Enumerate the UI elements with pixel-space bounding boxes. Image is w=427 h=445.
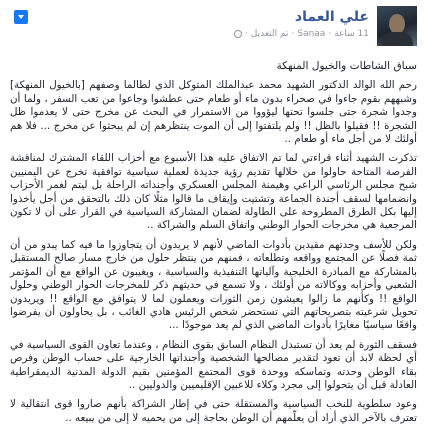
author-name[interactable]: علي العماد — [294, 9, 369, 25]
post-location[interactable]: Sanaa — [297, 29, 326, 39]
post-time[interactable]: 11 ساعة — [334, 29, 369, 39]
post-options-chevron-icon[interactable] — [14, 10, 28, 24]
avatar-body — [381, 32, 413, 46]
post-subline — [234, 29, 369, 39]
post-header — [10, 6, 417, 52]
separator-dot: · — [244, 29, 248, 39]
post-paragraph: رحم الله الوالد الدكتور الشهيد محمد عبدالملك المتوكل الذي لطالما وصفهم [بالخيول المنهكة] وشبههم بقوم جاءوا في صحراء بدون ماء أو طعام حتى عطشوا وجاعوا من تعب السفر ، ولما أن وجدوا شجرة حتى جلسوا تحتها ليؤووا من الاستمرار في البحث عن مخرج حتى لا يعدموا ظل الشجرة !! فقيلوا بالظل !! ولم يلتفتوا إلى أن الموت ينتظرهم إن لم يبحثوا عن مخرج ... فلا هم أولئك لا من أجل ماء أو طعام .. — [10, 79, 417, 146]
edited-label[interactable]: تم التعديل — [250, 29, 289, 39]
post-paragraph: فسقف الثورة لم يعد أن تستبدل النظام السابق بقوى النظام ، وعندما تعاون القوى السياسية في أي لحظة لابد أن تعود لتقدير مصالحها الشخصية وأجنداتها الخارجية على حساب الوطن وفرص بقاء الوطن وحدته وتماسكه ووحدة قوى المجتمع المؤمنين بقيم الدولة المدنية الديمقراطية العادلة قبل أن يتحولوا إلى مجرد وكلاء للاعبين الإقليميين والدوليين .. — [10, 338, 417, 391]
post-title: سباق الشاطات والخيول المنهكة — [276, 60, 417, 72]
post-paragraph: تذكرت الشهيد أثناء قراءتي لما تم الاتفاق عليه هذا الأسبوع مع أحزاب اللقاء المشترك لمناقشة الفرصة المتاحة حاولوا من خلالها تقديم رؤية جديدة لعملية سياسية توافقية تخرج عن اليمنيين شبح مجلس الرئاسي الراعي وهيمنة المجلس العسكري وأجنداته الراحلة بل ليتم لغمر الأحزاب وانضمامها لسقف أجندة الجماعة وتشتيت وإيقاف ما قالوا مثلًا كان ذلك بالتحقق من أجل يأخذوا إليها بكل الطرق المطروحة على الطاولة لضمان المشاركة السياسية في القرار على أن لا تكون المرجعية هي مخرجات الحوار الوطني واتفاق السلم والشراكة .. — [10, 152, 417, 232]
post-meta — [234, 6, 369, 39]
post-paragraph: وعود سلطوية للنخب السياسية والمستقلة حتى في إطار الشراكة بأنهم صاروا قوى انتقالية لا تعترف بالآخر الذي أراد أن يعلّمهم أن الوطن بحاجة إلى من يحميه لا إلى من يبيعه .. — [10, 398, 417, 424]
separator-dot: · — [291, 29, 295, 39]
post-content — [10, 60, 417, 425]
separator-dot: · — [328, 29, 332, 39]
avatar-face — [389, 14, 405, 34]
post-paragraph: ولكن للأسف وجدتهم مقيدين بأدوات الماضي لأنهم لا يريدون أن يتجاوزوا ما فيه كما يبدو من أن ثمة فصلًا عن المجتمع وواقعه وتطلعاته ، فمنهم من ينتظر حلول من خارج مسار صالح المستقبل بالمشاركة مع المبادرة الخليجية وآلياتها التنفيذية والسياسية ، ويغيبون عن الواقع مع أن المؤتمر الشعبي وأحزابه ووكالاته من أولئك ، ولا تسمع في حديثهم ذكر للمخرجات الحوار الوطني وحلول الواقع !! وكأنهم ما زالوا يعيشون زمن الثورات ويعملون لما لا يتوافق مع الواقع !! ويريدون تحويل شرعيته بتصريحاتهم التي تستحضر شخص الرئيس هادي الغائب ، بل يحاولون أن يفرضوا واقعًا سياسيًا مغايرًا بأدوات الماضي الذي لم يعد موجودًا ... — [10, 238, 417, 332]
globe-icon[interactable] — [234, 30, 242, 38]
author-avatar[interactable] — [377, 6, 417, 46]
